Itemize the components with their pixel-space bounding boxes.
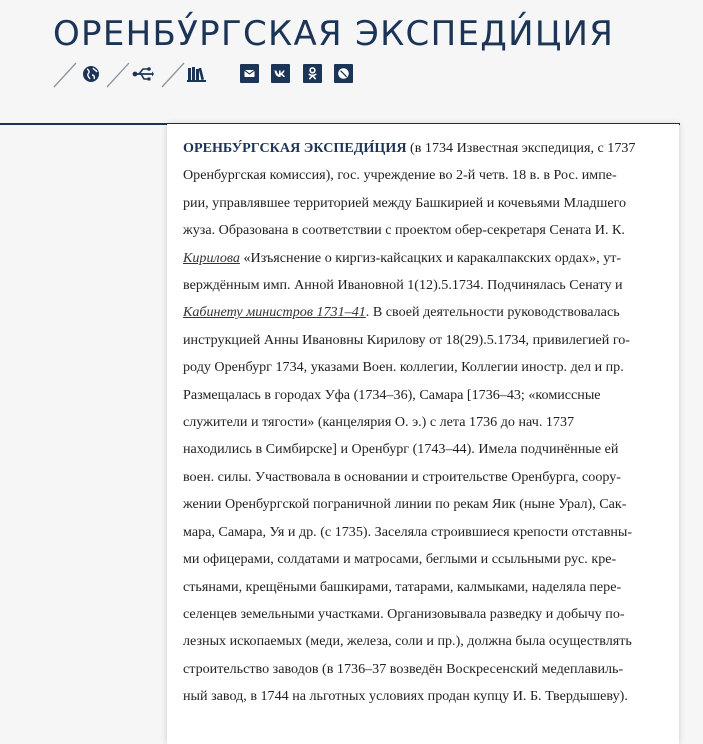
- page-header: [0, 0, 703, 124]
- article-line: [183, 464, 665, 491]
- article-link[interactable]: Кабинету министров 1731–41: [183, 304, 366, 321]
- article-line: [183, 299, 665, 326]
- article-line: [183, 491, 665, 518]
- usb-icon[interactable]: [132, 64, 154, 84]
- article-line: [183, 135, 665, 162]
- article-card: [167, 124, 679, 744]
- article-line: [183, 409, 665, 436]
- article-line: [183, 656, 665, 683]
- article-line: [183, 327, 665, 354]
- globe-icon[interactable]: [81, 64, 101, 84]
- article-line-text: стьянами, крещёными башкирами, татарами, калмыками, наделяла пере-: [183, 578, 622, 595]
- article-line-text: служители и тягости» (канцелярия О. э.) с лета 1736 до нач. 1737: [183, 414, 575, 431]
- article-headword: ОРЕНБУ́РГСКАЯ ЭКСПЕДИ́ЦИЯ: [183, 140, 407, 156]
- article-line: [183, 245, 665, 272]
- article-line-text: воен. силы. Участвовала в основании и строительстве Оренбурга, соору-: [183, 468, 621, 485]
- article-line: [183, 382, 665, 409]
- article-line-text: жуза. Образована в соответствии с проектом обер-секретаря Сената И. К.: [183, 222, 625, 239]
- article-line: [183, 436, 665, 463]
- article-line-text: инструкцией Анны Ивановны Кирилову от 18(29).5.1734, привилегией го-: [183, 331, 631, 348]
- livejournal-icon[interactable]: [334, 64, 353, 83]
- odnoklassniki-icon[interactable]: [303, 64, 322, 83]
- vk-icon[interactable]: [271, 64, 290, 83]
- article-line-text: Размещалась в городах Уфа (1734–36), Самара [1736–43; «комиссные: [183, 386, 601, 403]
- article-line: [183, 574, 665, 601]
- page-title: ОРЕНБУ́РГСКАЯ ЭКСПЕДИ́ЦИЯ: [53, 14, 615, 54]
- article-line: [183, 162, 665, 189]
- article-line-text: (в 1734 Известная экспедиция, с 1737: [406, 140, 636, 156]
- divider-slash: [52, 62, 78, 88]
- article-line-text: ный завод, в 1744 на льготных условиях продан купцу И. Б. Твердышеву).: [183, 688, 628, 705]
- article-line: [183, 519, 665, 546]
- article-body: [183, 135, 665, 711]
- article-line-text: «Изъяснение о киргиз-кайсацких и каракалпакских ордах», ут-: [239, 249, 622, 266]
- article-line-text: жении Оренбургской пограничной линии по рекам Яик (ныне Урал), Сак-: [183, 496, 627, 513]
- article-line-text: строительство заводов (в 1736–37 возведён Воскресенский медеплавиль-: [183, 660, 624, 677]
- article-line-text: мара, Самара, Уя и др. (с 1735). Заселяла строившиеся крепости отставны-: [183, 523, 633, 540]
- article-line-text: роду Оренбург 1734, указами Воен. коллегии, Коллегии иностр. дел и пр.: [183, 359, 624, 376]
- article-line: [183, 190, 665, 217]
- article-line: [183, 628, 665, 655]
- article-line: [183, 601, 665, 628]
- article-line-text: находились в Симбирске] и Оренбург (1743–44). Имела подчинённые ей: [183, 441, 619, 458]
- divider-slash: [160, 62, 186, 88]
- article-line: [183, 217, 665, 244]
- toolbar: [52, 60, 452, 90]
- divider-slash: [105, 62, 131, 88]
- article-link[interactable]: Кирилова: [183, 249, 240, 266]
- article-line-text: верждённым имп. Анной Ивановной 1(12).5.1734. Подчинялась Сенату и: [183, 277, 623, 294]
- article-line: [183, 272, 665, 299]
- article-line: [183, 683, 665, 710]
- article-line-text: селенцев земельными участками. Организовывала разведку и добычу по-: [183, 605, 625, 622]
- article-line-text: рии, управлявшее территорией между Башкирией и кочевьями Младшего: [183, 194, 627, 211]
- mail-icon[interactable]: [240, 64, 259, 83]
- books-icon[interactable]: [186, 64, 208, 84]
- article-line-text: ми офицерами, солдатами и матросами, беглыми и ссыльными рус. кре-: [183, 551, 617, 568]
- article-line-text: лезных ископаемых (меди, железа, соли и пр.), должна была осуществлять: [183, 633, 632, 650]
- article-line: [183, 546, 665, 573]
- article-line-text: Оренбургская комиссия), гос. учреждение во 2-й четв. 18 в. в Рос. импе-: [183, 167, 617, 184]
- article-line: [183, 354, 665, 381]
- article-line-text: . В своей деятельности руководствовалась: [365, 304, 620, 321]
